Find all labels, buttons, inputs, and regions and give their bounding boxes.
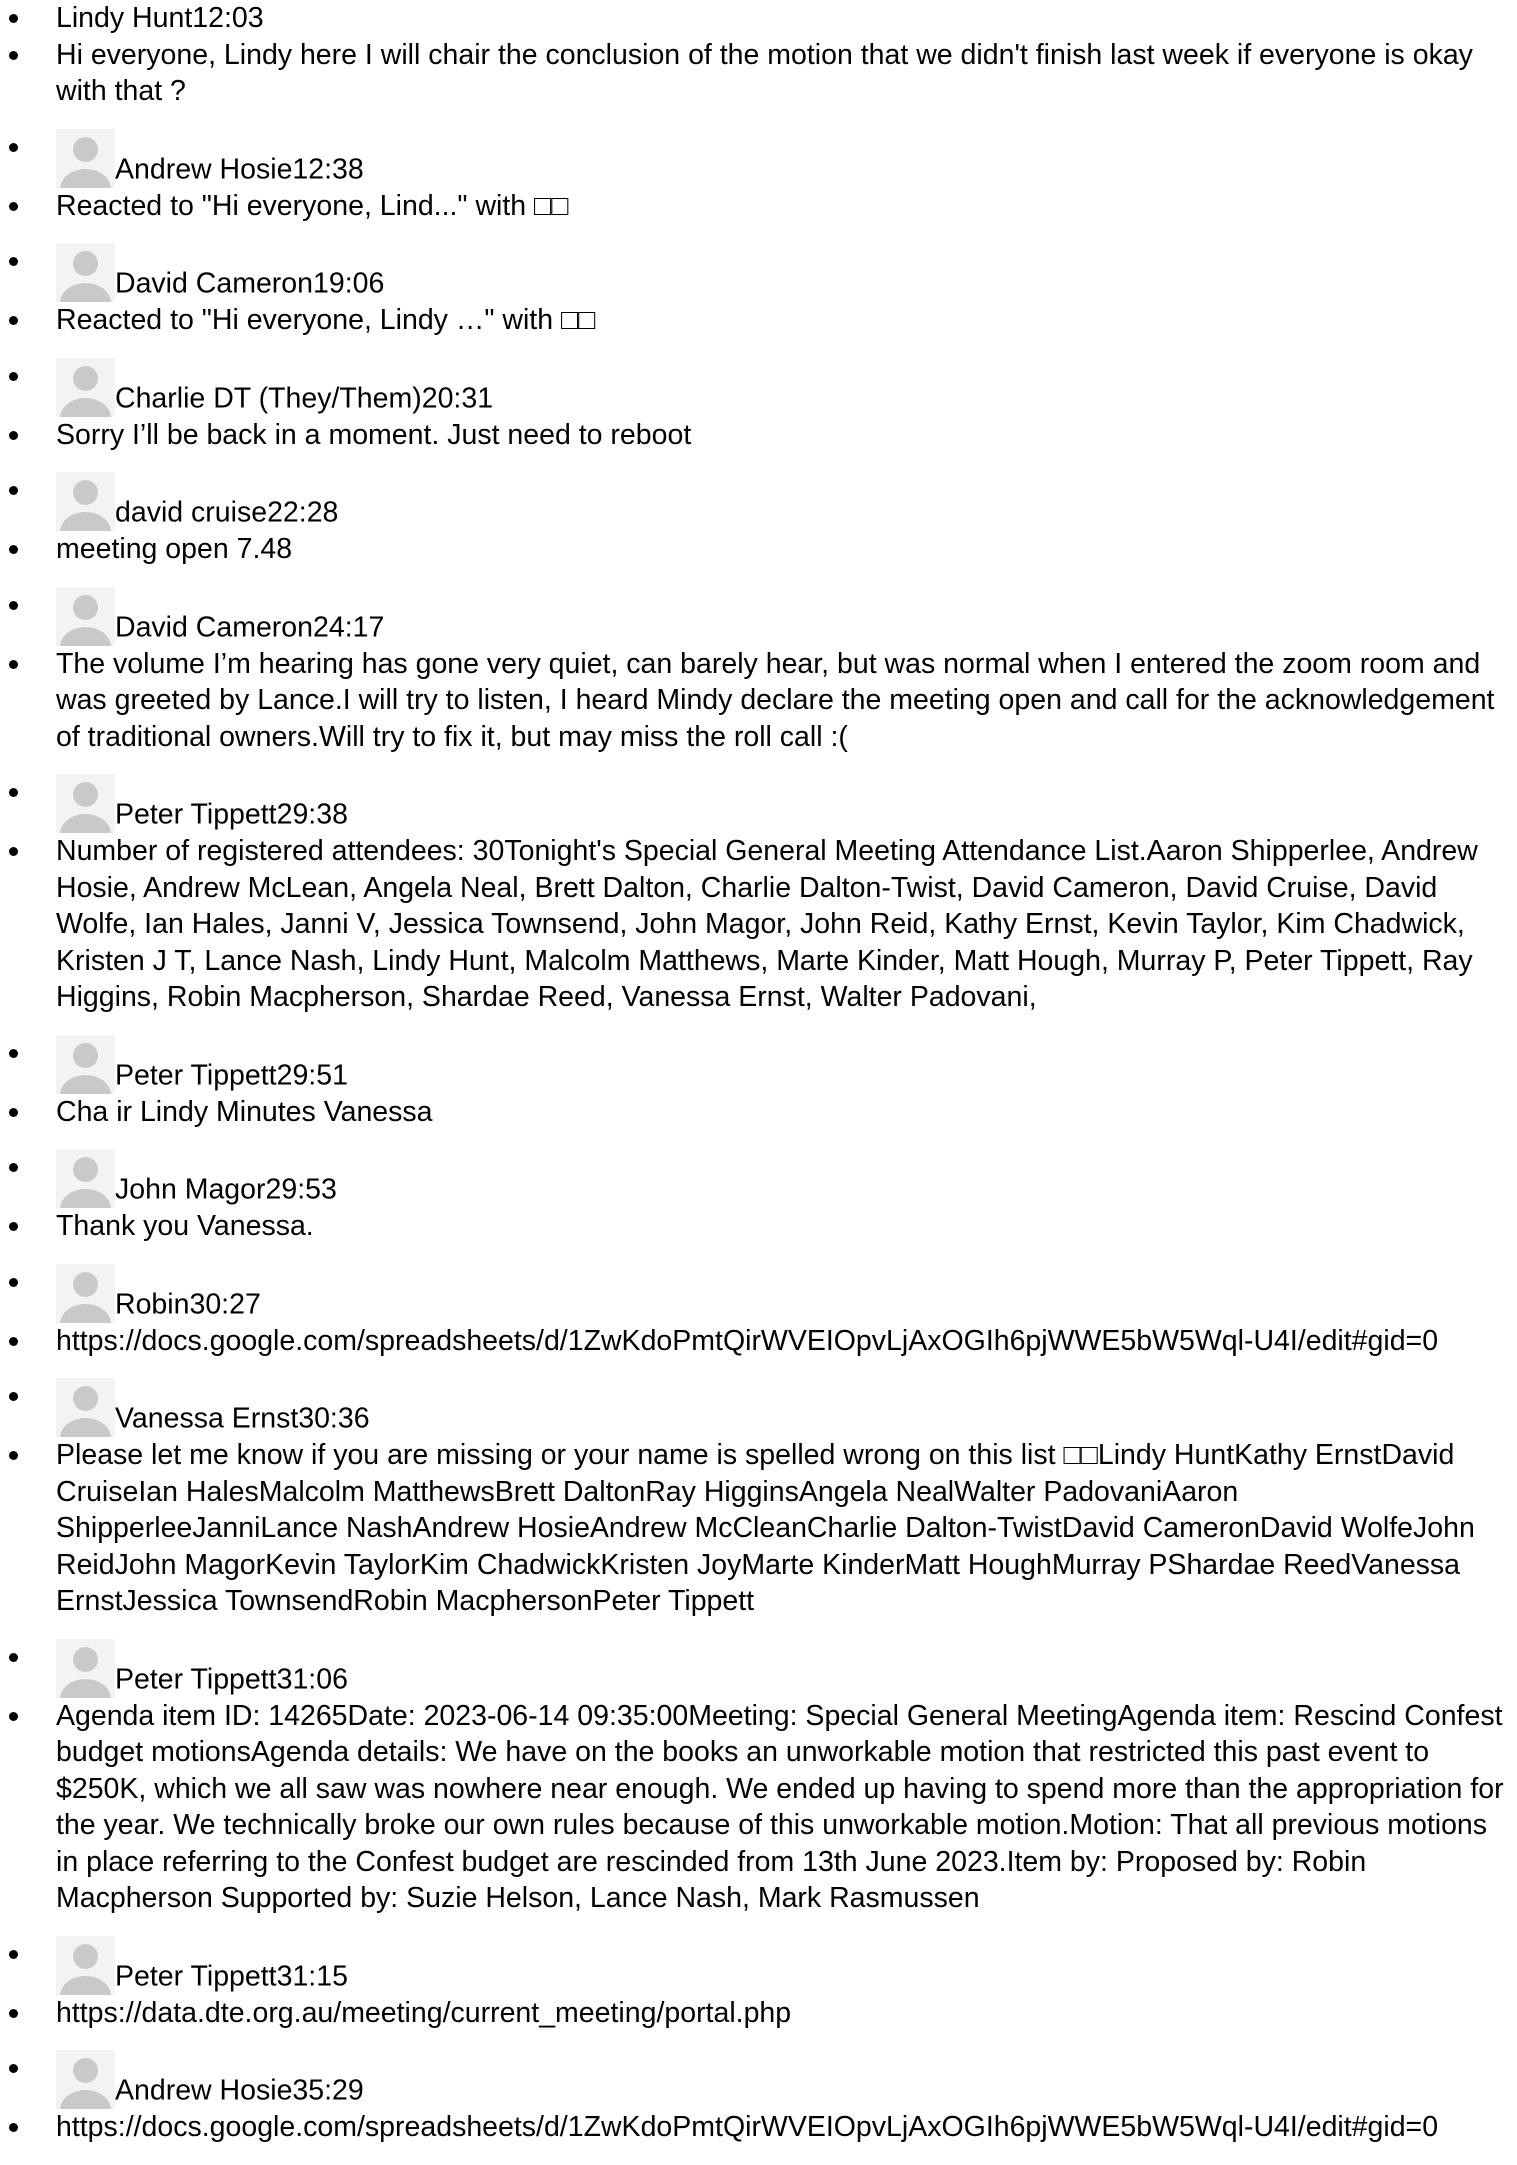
message-timestamp: 29:53 <box>265 1173 337 1206</box>
message-text: Number of registered attendees: 30Tonight's Special General Meeting Attendance List.Aaron Shipperlee, Andrew Hosie, Andrew McLean, Angela Neal, Brett Dalton, Charlie Dalton-Twist, David Cameron, David Cruise, David Wolfe, Ian Hales, Janni V, Jessica Townsend, John Magor, John Reid, Kathy Ernst, Kevin Taylor, Kim Chadwick, Kristen J T, Lance Nash, Lindy Hunt, Malcolm Matthews, Marte Kinder, Matt Hough, Murray P, Peter Tippett, Ray Higgins, Robin Macpherson, Shardae Reed, Vanessa Ernst, Walter Padovani, <box>56 835 1478 1013</box>
message-text: https://data.dte.org.au/meeting/current_meeting/portal.php <box>56 1996 792 2029</box>
user-avatar-icon <box>56 587 115 646</box>
chat-message <box>0 2109 1517 2146</box>
chat-sender-line <box>0 1639 1517 1698</box>
sender-name: David Cameron <box>115 611 313 643</box>
user-avatar-icon <box>56 1639 115 1698</box>
user-avatar-icon <box>56 129 115 188</box>
user-avatar-icon <box>56 243 115 302</box>
message-timestamp: 12:03 <box>192 2 264 34</box>
chat-message <box>0 1094 1517 1131</box>
chat-message <box>0 531 1517 568</box>
sender-name: Andrew Hosie <box>115 153 293 185</box>
message-text: Reacted to "Hi everyone, Lind..." with □□ <box>56 189 569 222</box>
user-avatar-icon <box>56 774 115 833</box>
sender-name: Peter Tippett <box>115 1059 277 1091</box>
message-timestamp: 12:38 <box>292 153 364 185</box>
chat-message <box>0 1323 1517 1360</box>
user-avatar-icon <box>56 1035 115 1094</box>
sender-name: david cruise <box>115 496 268 529</box>
sender-name: Robin <box>115 1288 190 1320</box>
message-text: The volume I’m hearing has gone very quiet, can barely hear, but was normal when I entered the zoom room and was greeted by Lance.I will try to listen, I heard Mindy declare the meeting open and call for the acknowledgement of traditional owners.Will try to fix it, but may miss the roll call :( <box>56 647 1495 753</box>
message-text: Thank you Vanessa. <box>56 1210 314 1242</box>
chat-message <box>0 1437 1517 1620</box>
message-text: Sorry I’ll be back in a moment. Just need to reboot <box>56 418 692 451</box>
chat-message <box>0 1698 1517 1917</box>
user-avatar-icon <box>56 1378 115 1437</box>
chat-message <box>0 302 1517 339</box>
message-timestamp: 22:28 <box>267 496 339 529</box>
sender-name: Peter Tippett <box>115 1663 277 1695</box>
sender-name: Peter Tippett <box>115 1960 277 1992</box>
message-text: Hi everyone, Lindy here I will chair the conclusion of the motion that we didn't finish last week if everyone is okay with that ? <box>56 38 1473 107</box>
message-text: Please let me know if you are missing or your name is spelled wrong on this list □□Lindy HuntKathy ErnstDavid CruiseIan HalesMalcolm MatthewsBrett DaltonRay HigginsAngela NealWalter PadovaniAaron ShipperleeJanniLance NashAndrew HosieAndrew McCleanCharlie Dalton-TwistDavid CameronDavid WolfeJohn ReidJohn MagorKevin TaylorKim ChadwickKristen JoyMarte KinderMatt HoughMurray PShardae ReedVanessa ErnstJessica TownsendRobin MacphersonPeter Tippett <box>56 1439 1475 1617</box>
chat-sender-line <box>0 587 1517 646</box>
user-avatar-icon <box>56 472 115 531</box>
message-timestamp: 19:06 <box>313 267 385 300</box>
user-avatar-icon <box>56 1149 115 1208</box>
sender-name: Lindy Hunt <box>56 2 193 34</box>
chat-sender-line <box>0 358 1517 417</box>
chat-sender-line <box>0 472 1517 531</box>
message-timestamp: 30:27 <box>189 1288 261 1320</box>
chat-sender-line <box>0 2050 1517 2109</box>
chat-sender-line <box>0 1149 1517 1208</box>
message-timestamp: 29:51 <box>276 1059 348 1091</box>
user-avatar-icon <box>56 358 115 417</box>
chat-sender-line <box>0 1264 1517 1323</box>
sender-name: Andrew Hosie <box>115 2074 293 2107</box>
sender-name: Peter Tippett <box>115 798 277 831</box>
message-timestamp: 30:36 <box>298 1402 370 1435</box>
user-avatar-icon <box>56 1264 115 1323</box>
chat-sender-line <box>0 243 1517 302</box>
chat-sender-line <box>0 1378 1517 1437</box>
chat-message <box>0 1995 1517 2032</box>
sender-name: John Magor <box>115 1173 266 1206</box>
chat-message <box>0 646 1517 756</box>
chat-message <box>0 833 1517 1016</box>
message-timestamp: 31:06 <box>276 1663 348 1695</box>
chat-message <box>0 37 1517 110</box>
message-timestamp: 31:15 <box>276 1960 348 1992</box>
message-text: meeting open 7.48 <box>56 533 293 565</box>
chat-message <box>0 1208 1517 1245</box>
user-avatar-icon <box>56 1936 115 1995</box>
message-text: Cha ir Lindy Minutes Vanessa <box>56 1095 433 1128</box>
message-text: Agenda item ID: 14265Date: 2023-06-14 09:35:00Meeting: Special General MeetingAgenda item: Rescind Confest budget motionsAgenda details: We have on the books an unworkable motion that restricted this past event to $250K, which we all saw was nowhere near enough. We ended up having to spend more than the appropriation for the year. We technically broke our own rules because of this unworkable motion.Motion: That all previous motions in place referring to the Confest budget are rescinded from 13th June 2023.Item by: Proposed by: Robin Macpherson Supported by: Suzie Helson, Lance Nash, Mark Rasmussen <box>56 1699 1504 1914</box>
chat-message <box>0 417 1517 454</box>
message-timestamp: 29:38 <box>276 798 348 831</box>
chat-sender-line <box>0 0 1517 37</box>
user-avatar-icon <box>56 2050 115 2109</box>
chat-message <box>0 188 1517 225</box>
chat-sender-line <box>0 1035 1517 1094</box>
chat-sender-line <box>0 774 1517 833</box>
message-text: https://docs.google.com/spreadsheets/d/1ZwKdoPmtQirWVEIOpvLjAxOGIh6pjWWE5bW5Wql-U4I/edit#gid=0 <box>56 2111 1439 2143</box>
message-timestamp: 24:17 <box>313 611 385 643</box>
sender-name: David Cameron <box>115 267 313 300</box>
sender-name: Vanessa Ernst <box>115 1402 299 1435</box>
chat-sender-line <box>0 129 1517 188</box>
message-text: https://docs.google.com/spreadsheets/d/1ZwKdoPmtQirWVEIOpvLjAxOGIh6pjWWE5bW5Wql-U4I/edit#gid=0 <box>56 1324 1439 1357</box>
message-text: Reacted to "Hi everyone, Lindy …" with □□ <box>56 304 596 336</box>
chat-sender-line <box>0 1936 1517 1995</box>
message-timestamp: 35:29 <box>292 2074 364 2107</box>
message-timestamp: 20:31 <box>421 382 494 414</box>
sender-name: Charlie DT (They/Them) <box>115 382 422 414</box>
